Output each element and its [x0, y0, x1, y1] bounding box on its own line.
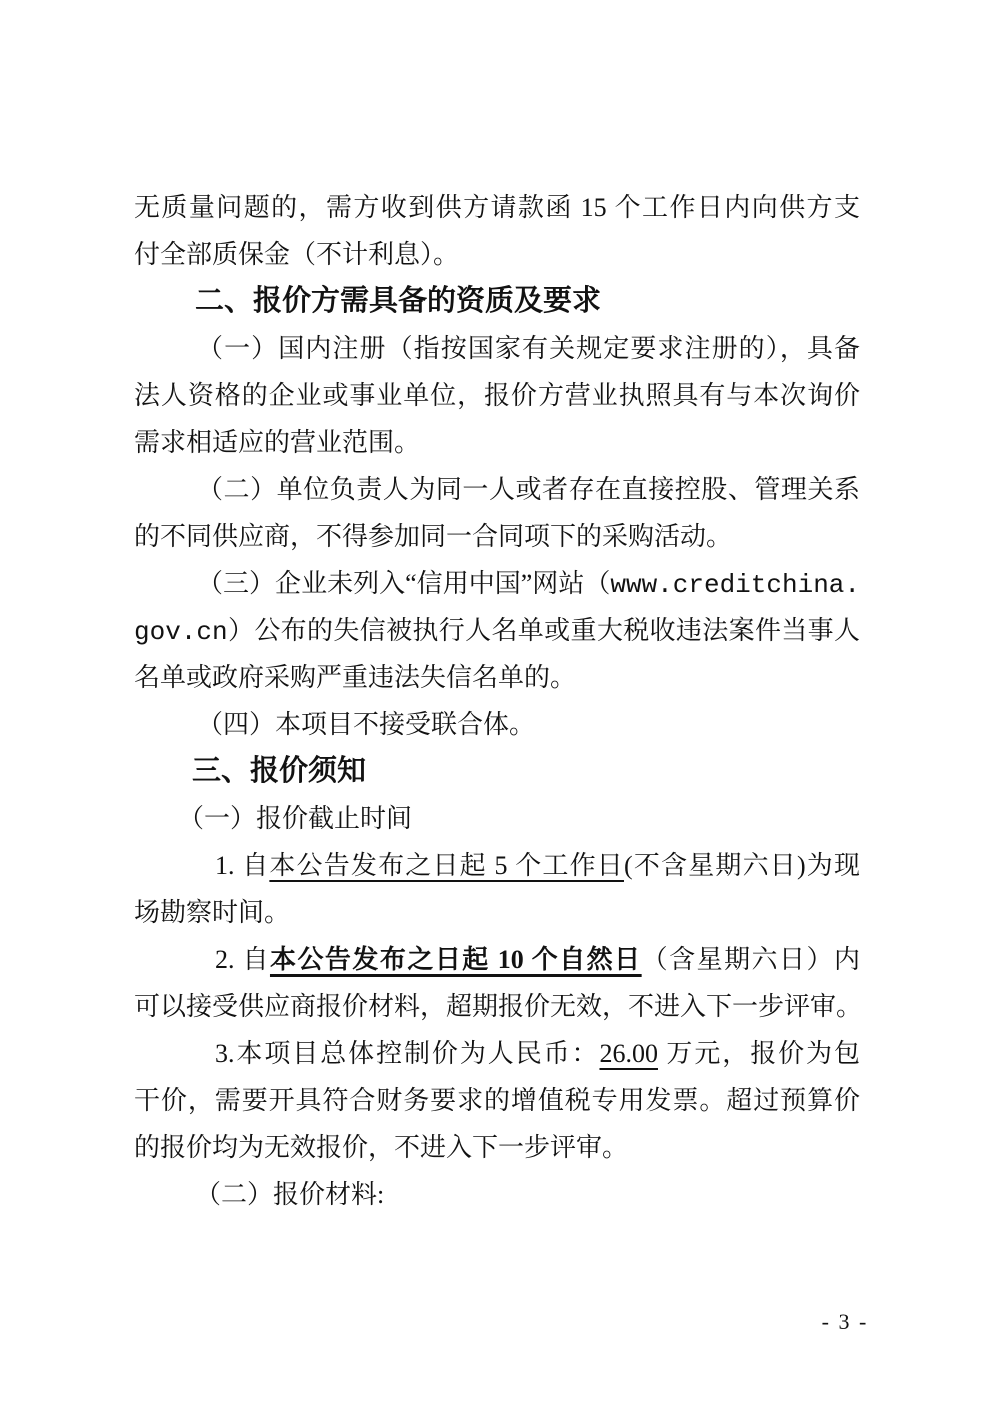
paragraph-deadline-title [134, 795, 860, 842]
creditchina-url-part2: gov.cn [134, 617, 228, 647]
text-segment: 干价，需要开具符合财务要求的增值税专用发票。超过预算价 [134, 1086, 860, 1115]
text-line [134, 325, 860, 372]
text-segment: 需求相适应的营业范围。 [134, 428, 421, 457]
text-segment: 的不同供应商，不得参加同一合同项下的采购活动。 [134, 522, 733, 551]
text-segment: 1. [215, 851, 243, 880]
heading-section-3 [134, 748, 860, 795]
text-line [134, 936, 860, 983]
text-line [134, 1030, 860, 1077]
text-segment: 2. [215, 945, 243, 974]
section-heading [134, 278, 860, 325]
text-line [134, 513, 860, 560]
text-line [134, 1124, 860, 1171]
control-price-value: 26.00 [599, 1039, 658, 1068]
text-segment: ）公布的失信被执行人名单或重大税收违法案件当事人 [227, 616, 860, 645]
text-segment: 自 [242, 945, 270, 974]
text-segment: 本项目总体控制价为人民币： [234, 1039, 600, 1068]
text-segment: （三）企业未列入“信用中国”网站（ [197, 569, 611, 598]
paragraph-qualification-2 [134, 466, 860, 560]
text-line [134, 842, 860, 889]
text-segment: 3. [215, 1039, 235, 1068]
document-body [134, 184, 863, 1218]
text-line [134, 701, 860, 748]
text-segment: 可以接受供应商报价材料，超期报价无效，不进入下一步评审。 [134, 992, 863, 1021]
text-line [134, 184, 860, 231]
text-line [134, 1171, 860, 1218]
text-segment: 法人资格的企业或事业单位，报价方营业执照具有与本次询价 [134, 381, 860, 410]
quotation-period: 本公告发布之日起 10 个自然日 [269, 945, 642, 974]
text-segment: （一）报价截止时间 [178, 804, 413, 833]
text-line [134, 466, 860, 513]
text-line [134, 419, 860, 466]
text-segment: 场勘察时间。 [134, 898, 291, 927]
text-segment: 无质量问题的，需方收到供方请款函 15 个工作日内向供方支 [134, 193, 860, 222]
text-line [134, 654, 860, 701]
text-segment: 二、报价方需具备的资质及要求 [195, 285, 602, 317]
text-line [134, 607, 860, 654]
text-segment: 的报价均为无效报价，不进入下一步评审。 [134, 1133, 629, 1162]
text-segment: 万元，报价为包 [657, 1039, 860, 1068]
paragraph-materials-title [134, 1171, 860, 1218]
paragraph-deadline-item-3 [134, 1030, 860, 1171]
text-line [134, 372, 860, 419]
text-segment: 名单或政府采购严重违法失信名单的。 [134, 663, 577, 692]
paragraph-qualification-3 [134, 560, 860, 701]
text-segment: （二）单位负责人为同一人或者存在直接控股、管理关系 [197, 475, 860, 504]
text-segment: 自 [242, 851, 270, 880]
text-segment: 三、报价须知 [192, 755, 367, 787]
paragraph-deadline-item-2 [134, 936, 863, 1030]
text-line [134, 889, 860, 936]
text-line [134, 983, 863, 1030]
text-segment: 付全部质保金（不计利息）。 [134, 240, 460, 269]
page-number: - 3 - [821, 1309, 869, 1334]
text-line [134, 1077, 860, 1124]
site-survey-period: 本公告发布之日起 5 个工作日 [269, 851, 624, 880]
creditchina-url-part1: www.creditchina. [610, 570, 860, 600]
text-segment: (不含星期六日)为现 [623, 851, 860, 880]
paragraph-qualification-1 [134, 325, 860, 466]
text-segment: （一）国内注册（指按国家有关规定要求注册的），具备 [197, 334, 860, 363]
text-line [134, 560, 860, 607]
text-segment: （含星期六日）内 [641, 945, 860, 974]
paragraph-deadline-item-1 [134, 842, 860, 936]
paragraph-quality-guarantee [134, 184, 860, 278]
text-line [134, 231, 860, 278]
text-segment: （四）本项目不接受联合体。 [197, 710, 536, 739]
section-heading [134, 748, 860, 795]
text-line [134, 795, 860, 842]
paragraph-qualification-4 [134, 701, 860, 748]
heading-section-2 [134, 278, 860, 325]
text-segment: （二）报价材料: [195, 1180, 385, 1209]
